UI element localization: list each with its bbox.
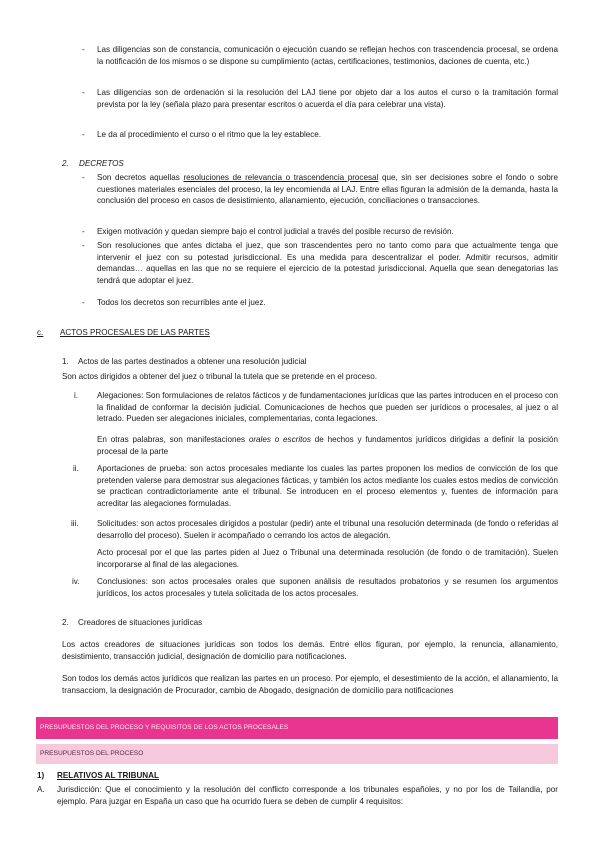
roman-numeral: iv.: [72, 577, 80, 586]
heading-number: 2.: [62, 159, 69, 168]
bullet-text: Le da al procedimiento el curso o el ritmo que la ley establece.: [97, 130, 322, 139]
section-label: c.: [37, 328, 44, 337]
subsection-number: 2.: [62, 618, 69, 627]
bullet-text: Las diligencias son de constancia, comunicación o ejecución cuando se reflejan hechos con trascendencia procesal, se ordena la notificación de los mismos o se dispone su cumplimiento (actas, certificaciones, testimonios, daciones de cuenta, etc.): [97, 45, 558, 66]
paragraph-jurisdiccion: Jurisdicción: Que el conocimiento y la resolución del conflicto corresponde a los tribunales españoles, y no por los de Tailandia, por ejemplo. Para juzgar en España un caso que ha ocurrido fuera se deben de cumplir 4 requisitos:: [57, 785, 558, 806]
section-title: ACTOS PROCESALES DE LAS PARTES: [60, 328, 210, 337]
bullet-dash: -: [82, 227, 85, 236]
subsection-number: 1.: [62, 357, 69, 366]
subsection-title: Creadores de situaciones jurídicas: [78, 618, 203, 627]
item-alegaciones: Alegaciones: Son formulaciones de relatos fácticos y de fundamentaciones jurídicas que las partes introducen en el proceso con la finalidad de conformar la decisión judicial. Comunicaciones de hechos que pueden ser jurídicos o procesales, al juez o al letrado. Pueden ser alegaciones iniciales, complementarias, conta legaciones.: [97, 391, 558, 424]
bullet-dash: -: [82, 241, 85, 250]
subsection-banner: PRESUPUESTOS DEL PROCESO: [36, 744, 558, 764]
item-solicitudes: Solicitudes: son actos procesales dirigidos a postular (pedir) ante el tribunal una resolución determinada (de fondo o referidas al desarrollo del proceso). Suelen ir acompañado o cerrando los actos de alegación.: [97, 519, 558, 540]
bullet-text: Las diligencias son de ordenación si la resolución del LAJ tiene por objeto dar a los autos el curso o la tramitación formal prevista por la ley (señala plazo para presentar escritos o acuerda el día para celebrar una vista).: [97, 88, 558, 109]
heading-relativos: RELATIVOS AL TRIBUNAL: [57, 771, 159, 780]
roman-numeral: iii.: [71, 519, 79, 528]
decretos-bullet-3: Son resoluciones que antes dictaba el juez, que son trascendentes pero no tanto como para que actualmente tenga que intervenir el juez con su potestad jurisdiccional. Es una medida para descentralizar el poder. Admitir recursos, admitir demandas… aquellas en las que no se requiere el ejercicio de la potestad jurisdiccional. Aquella que sean denegatorias las tendrá que adoptar el juez.: [97, 241, 558, 286]
roman-numeral: i.: [74, 391, 79, 400]
subsection-intro: Son actos dirigidos a obtener del juez o tribunal la tutela que se pretende en el proceso.: [62, 372, 377, 381]
item-solicitudes-note: Acto procesal por el que las partes piden al Juez o Tribunal una determinada resolución (de fondo o de tramitación). Suelen incorporarse al final de las alegaciones.: [97, 548, 558, 569]
paragraph: Son todos los demás actos jurídicos que realizan las partes en un proceso. Por ejemplo, el desestimiento de la acción, el allanamiento, la transacciom, la designación de Procurador, cambio de Abogado, designación de domicilio para notificaciones: [62, 674, 558, 695]
heading-number: 1): [37, 771, 45, 780]
heading-decretos: DECRETOS: [79, 159, 124, 168]
item-conclusiones: Conclusiones: son actos procesales orales que suponen análisis de resultados probatorios y se resumen los argumentos jurídicos, los actos procesales y tutela solicitada de los actos procesales.: [97, 577, 558, 598]
item-alegaciones-note: En otras palabras, son manifestaciones orales o escritos de hechos y fundamentos jurídicos dirigidas a definir la posición procesal de la parte: [97, 435, 558, 456]
underlined-phrase: resoluciones de relevancia o trascendencia procesal: [183, 173, 379, 182]
bullet-dash: -: [82, 45, 85, 54]
bullet-dash: -: [82, 298, 85, 307]
decretos-bullet-4: Todos los decretos son recurribles ante el juez.: [97, 298, 266, 307]
bullet-dash: -: [82, 88, 85, 97]
section-banner: PRESUPUESTOS DEL PROCESO Y REQUISITOS DE LOS ACTOS PROCESALES: [36, 717, 558, 739]
roman-numeral: ii.: [73, 464, 79, 473]
list-letter: A.: [37, 785, 45, 794]
decretos-bullet-1: Son decretos aquellas resoluciones de relevancia o trascendencia procesal que, sin ser decisiones sobre el fondo o sobre cuestiones materiales esenciales del proceso, la ley encomienda al LAJ. Entre ellas figuran la admisión de la demanda, hasta la conclusión del proceso en casos de desistimiento, allanamiento, ejecución, conciliaciones o transacciones.: [97, 173, 558, 206]
paragraph: Los actos creadores de situaciones jurídicas son todos los demás. Entre ellos figuran, por ejemplo, la renuncia, allanamiento, desistimiento, transacción judicial, designación de domicilio para notificaciones.: [62, 640, 558, 661]
bullet-dash: -: [82, 173, 85, 182]
decretos-bullet-2: Exigen motivación y quedan siempre bajo el control judicial a través del posible recurso de revisión.: [97, 227, 454, 236]
bullet-dash: -: [82, 130, 85, 139]
item-prueba: Aportaciones de prueba: son actos procesales mediante los cuales las partes proponen los medios de convicción de los que pretenden valerse para demostrar sus alegaciones fácticas, y también los actos mediante los cuales estos medios de convicción se practican contradictoriamente ante el tribunal. Se introducen en el proceso elementos y, fuentes de información para acreditar las alegaciones formuladas.: [97, 464, 558, 509]
subsection-title: Actos de las partes destinados a obtener una resolución judicial: [78, 357, 307, 366]
